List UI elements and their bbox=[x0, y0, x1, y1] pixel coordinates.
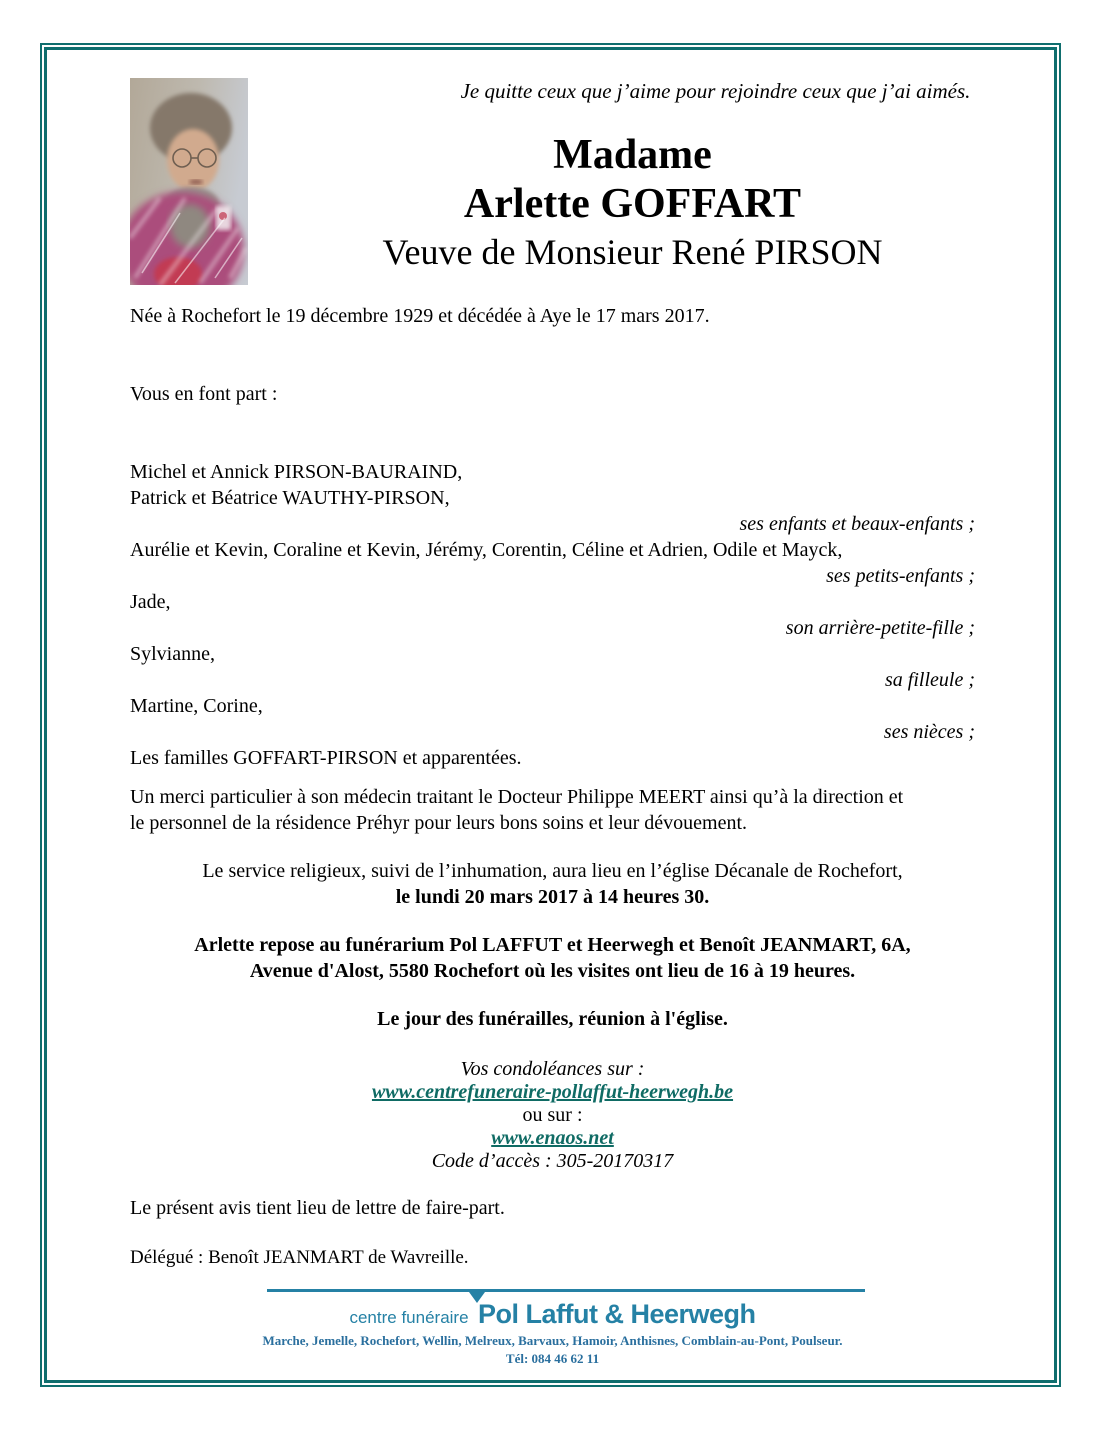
relation-label: ses nièces ; bbox=[883, 721, 975, 743]
service-datetime: le lundi 20 mars 2017 à 14 heures 30. bbox=[395, 886, 710, 908]
condolences-or-line: ou sur : bbox=[522, 1104, 583, 1126]
footer-phone: Tél: 084 46 62 11 bbox=[505, 1351, 600, 1366]
delegate-line: Délégué : Benoît JEANMART de Wavreille. bbox=[130, 1247, 469, 1268]
title-block bbox=[250, 131, 1015, 276]
family-line: Jade, bbox=[130, 591, 171, 613]
repose-line: Avenue d'Alost, 5580 Rochefort où les visites ont lieu de 16 à 19 heures. bbox=[249, 960, 856, 982]
widow-subtitle: Veuve de Monsieur René PIRSON bbox=[382, 232, 883, 272]
family-line: Patrick et Béatrice WAUTHY-PIRSON, bbox=[130, 487, 450, 509]
epitaph-quote: Je quitte ceux que j’aime pour rejoindre ceux que j’ai aimés. bbox=[460, 79, 971, 103]
condolences-intro: Vos condoléances sur : bbox=[460, 1058, 645, 1080]
deceased-name: Arlette GOFFART bbox=[463, 181, 802, 227]
deceased-photo-image bbox=[130, 78, 248, 285]
logo-small-text: centre funéraire bbox=[349, 1308, 469, 1327]
relation-label: ses enfants et beaux-enfants ; bbox=[739, 513, 975, 535]
family-line: Sylvianne, bbox=[130, 643, 215, 665]
condolences-link2-line bbox=[130, 1127, 975, 1150]
deceased-photo bbox=[130, 78, 248, 285]
title-madame: Madame bbox=[553, 132, 712, 178]
relation-label: son arrière-petite-fille ; bbox=[785, 617, 975, 639]
thanks-line: Un merci particulier à son médecin traitant le Docteur Philippe MEERT ainsi qu’à la direction et bbox=[130, 786, 904, 808]
funeral-home-logo bbox=[349, 1299, 755, 1330]
service-line: Le service religieux, suivi de l’inhumation, aura lieu en l’église Décanale de Rochefort, bbox=[202, 860, 903, 882]
logo-brand-name: Pol Laffut & Heerwegh bbox=[478, 1299, 756, 1329]
condolences-link-centrefuneraire[interactable]: www.centrefuneraire-pollaffut-heerwegh.be bbox=[371, 1081, 734, 1103]
birth-death-line: Née à Rochefort le 19 décembre 1929 et décédée à Aye le 17 mars 2017. bbox=[130, 305, 710, 327]
access-code-line: Code d’accès : 305-20170317 bbox=[431, 1150, 674, 1172]
family-line: Martine, Corine, bbox=[130, 695, 263, 717]
thanks-line: le personnel de la résidence Préhyr pour leurs bons soins et leur dévouement. bbox=[130, 812, 748, 834]
relation-label: sa filleule ; bbox=[885, 669, 975, 691]
funeral-home-footer bbox=[0, 1289, 1105, 1367]
family-line: Aurélie et Kevin, Coraline et Kevin, Jérémy, Corentin, Céline et Adrien, Odile et Mayck, bbox=[130, 539, 843, 561]
funeral-day-line: Le jour des funérailles, réunion à l'église. bbox=[377, 1008, 728, 1030]
family-line: Les familles GOFFART-PIRSON et apparentées. bbox=[130, 747, 522, 769]
notice-line: Le présent avis tient lieu de lettre de faire-part. bbox=[130, 1197, 505, 1219]
intro-line: Vous en font part : bbox=[130, 383, 278, 405]
family-line: Michel et Annick PIRSON-BAURAIND, bbox=[130, 461, 463, 483]
footer-cities: Marche, Jemelle, Rochefort, Wellin, Melreux, Barvaux, Hamoir, Anthisnes, Comblain-au-Pont, Poulseur. bbox=[262, 1333, 843, 1348]
condolences-link1-line bbox=[130, 1081, 975, 1104]
announcement-body bbox=[130, 303, 975, 1271]
repose-line: Arlette repose au funérarium Pol LAFFUT et Heerwegh et Benoît JEANMART, 6A, bbox=[194, 934, 911, 956]
condolences-link-enaos[interactable]: www.enaos.net bbox=[491, 1127, 614, 1149]
relation-label: ses petits-enfants ; bbox=[826, 565, 975, 587]
logo-triangle-icon bbox=[469, 1292, 485, 1303]
